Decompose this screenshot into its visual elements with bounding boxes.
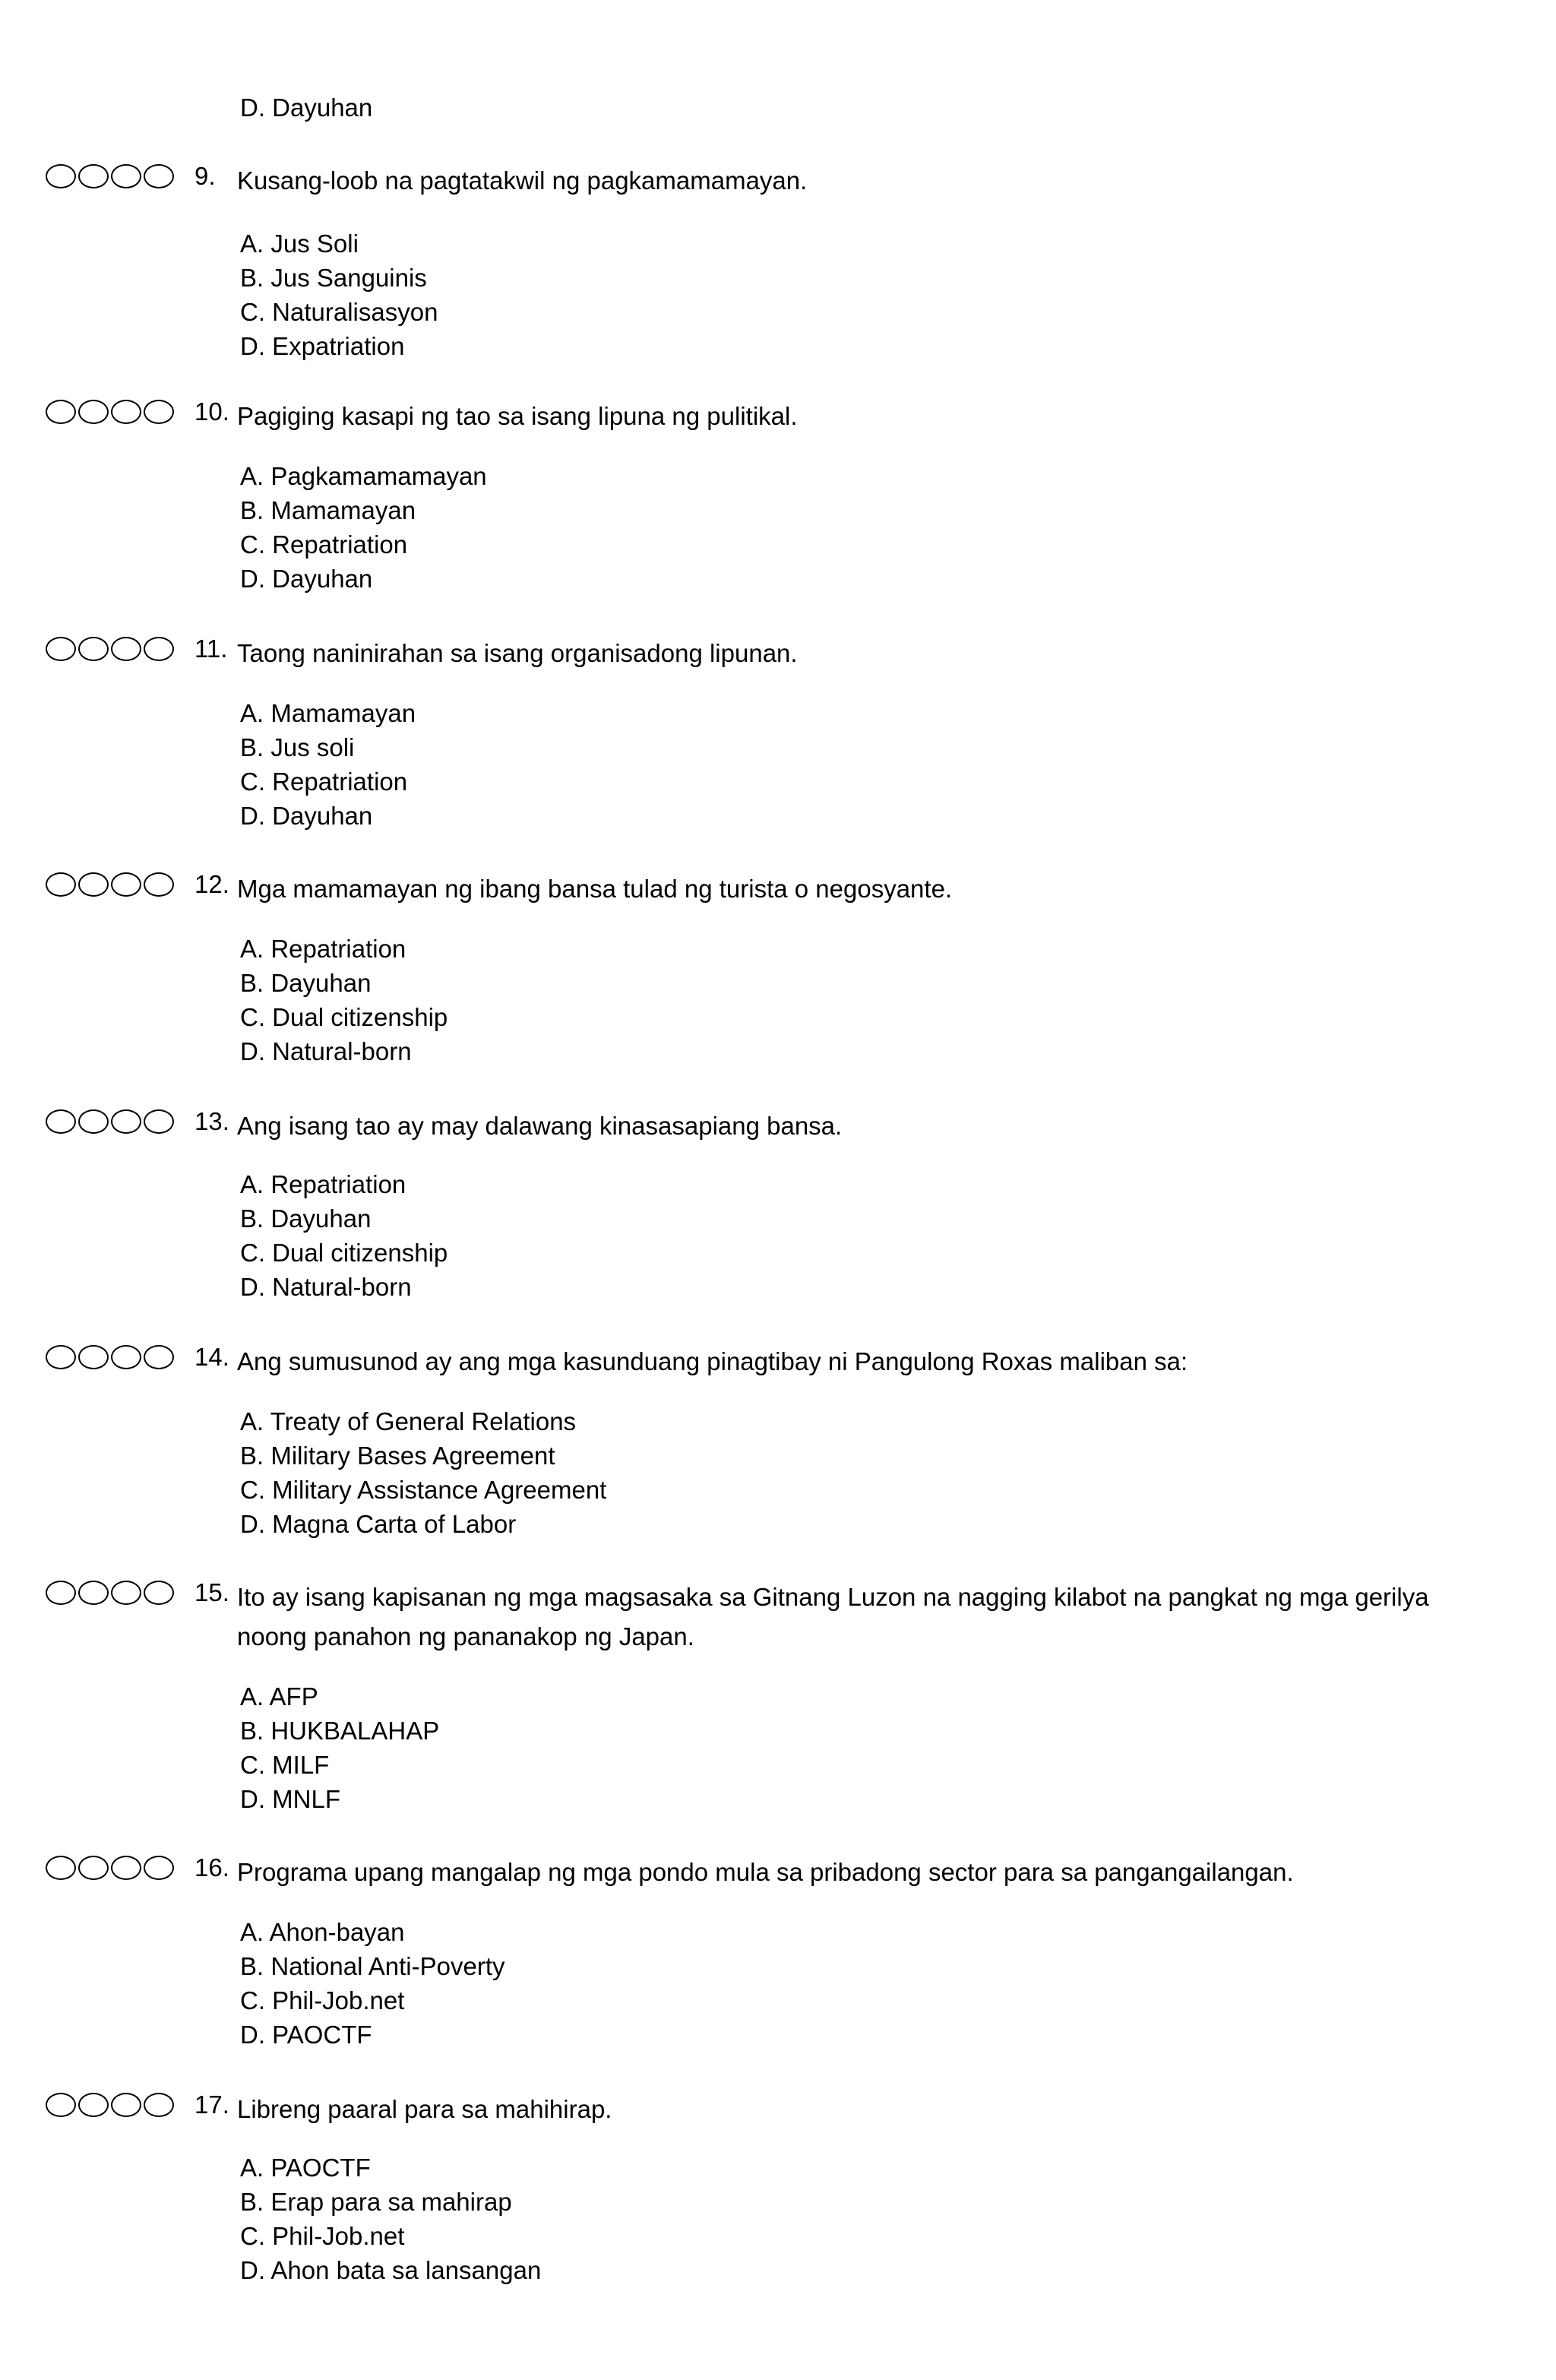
question-number: 11.: [194, 635, 228, 663]
bubble-b[interactable]: [78, 1109, 109, 1134]
bubble-b[interactable]: [78, 2093, 109, 2117]
bubble-b[interactable]: [78, 637, 109, 661]
bubble-b[interactable]: [78, 1581, 109, 1605]
answer-bubbles: [46, 1856, 176, 1883]
choice-b: B. Dayuhan: [240, 1204, 372, 1233]
choice-a: A. Ahon-bayan: [240, 1918, 405, 1946]
question-text: Ito ay isang kapisanan ng mga magsasaka sa Gitnang Luzon na nagging kilabot na pangkat ng mga gerilya noong panahon ng pananakop ng Japan.: [237, 1583, 1429, 1650]
bubble-d[interactable]: [144, 2093, 174, 2117]
choice-c: C. Repatriation: [240, 530, 408, 559]
question-row: [0, 1103, 1556, 1140]
choice-list: [240, 696, 416, 833]
answer-bubbles: [46, 872, 176, 900]
answer-bubbles: [46, 400, 176, 427]
bubble-a[interactable]: [46, 164, 76, 188]
bubble-c[interactable]: [111, 2093, 141, 2117]
choice-d: D. PAOCTF: [240, 2021, 372, 2049]
bubble-b[interactable]: [78, 872, 109, 897]
choice-b: B. National Anti-Poverty: [240, 1952, 505, 1980]
choice-a: A. Treaty of General Relations: [240, 1407, 577, 1435]
question-row: [0, 2087, 1556, 2123]
choice-list: [240, 459, 487, 596]
bubble-b[interactable]: [78, 1345, 109, 1369]
choice-a: A. AFP: [240, 1682, 318, 1711]
question-row: [0, 866, 1556, 903]
question-text: Libreng paaral para sa mahihirap.: [237, 2095, 612, 2123]
choice-d: D. Expatriation: [240, 332, 405, 360]
choice-a: A. Repatriation: [240, 1170, 406, 1198]
answer-bubbles: [46, 1109, 176, 1137]
choice-list: [240, 2151, 541, 2287]
choice-c: C. Dual citizenship: [240, 1003, 448, 1031]
choice-d: D. Ahon bata sa lansangan: [240, 2256, 542, 2284]
choice-b: B. Military Bases Agreement: [240, 1442, 555, 1470]
bubble-c[interactable]: [111, 400, 141, 424]
choice-a: A. Jus Soli: [240, 229, 359, 258]
question-number: 9.: [194, 162, 216, 190]
question-row: [0, 394, 1556, 430]
choice-c: C. Repatriation: [240, 767, 408, 796]
question-text: Mga mamamayan ng ibang bansa tulad ng turista o negosyante.: [237, 875, 953, 903]
bubble-c[interactable]: [111, 1581, 141, 1605]
bubble-c[interactable]: [111, 1345, 141, 1369]
answer-bubbles: [46, 1345, 176, 1372]
bubble-b[interactable]: [78, 1856, 109, 1880]
bubble-c[interactable]: [111, 1856, 141, 1880]
choice-d: D. Magna Carta of Labor: [240, 1510, 517, 1538]
question-row: [0, 1850, 1556, 1886]
choice-b: B. Erap para sa mahirap: [240, 2188, 512, 2216]
choice-list: [240, 1167, 448, 1304]
bubble-d[interactable]: [144, 1345, 174, 1369]
question-row: [0, 1339, 1556, 1375]
question-number: 14.: [194, 1343, 229, 1371]
choice-a: A. PAOCTF: [240, 2154, 371, 2182]
question-number: 17.: [194, 2090, 229, 2119]
choice-c: C. Phil-Job.net: [240, 2222, 405, 2250]
choice-b: B. Jus Sanguinis: [240, 264, 427, 292]
bubble-c[interactable]: [111, 1109, 141, 1134]
bubble-a[interactable]: [46, 2093, 76, 2117]
choice-c: C. Dual citizenship: [240, 1239, 448, 1267]
bubble-d[interactable]: [144, 1856, 174, 1880]
question-number: 16.: [194, 1853, 229, 1882]
choice-b: B. Mamamayan: [240, 496, 416, 524]
question-number: 12.: [194, 870, 229, 898]
question-text: Ang isang tao ay may dalawang kinasasapiang bansa.: [237, 1112, 843, 1140]
choice-c: C. Phil-Job.net: [240, 1986, 405, 2014]
question-row: [0, 158, 1556, 195]
bubble-c[interactable]: [111, 164, 141, 188]
bubble-b[interactable]: [78, 164, 109, 188]
choice-b: B. HUKBALAHAP: [240, 1717, 440, 1745]
answer-bubbles: [46, 164, 176, 191]
choice-list: [240, 1679, 439, 1816]
question-number: 13.: [194, 1107, 229, 1135]
bubble-d[interactable]: [144, 1581, 174, 1605]
choice-list: [240, 932, 448, 1068]
bubble-a[interactable]: [46, 1345, 76, 1369]
answer-bubbles: [46, 1581, 176, 1608]
answer-bubbles: [46, 637, 176, 664]
choice-list: [240, 1404, 606, 1541]
choice-a: A. Pagkamamamayan: [240, 462, 487, 490]
bubble-a[interactable]: [46, 637, 76, 661]
bubble-c[interactable]: [111, 872, 141, 897]
choice-d-previous-question: D. Dayuhan: [240, 93, 373, 122]
bubble-a[interactable]: [46, 1856, 76, 1880]
bubble-b[interactable]: [78, 400, 109, 424]
bubble-d[interactable]: [144, 1109, 174, 1134]
choice-d: D. Natural-born: [240, 1037, 412, 1065]
bubble-d[interactable]: [144, 400, 174, 424]
choice-list: [240, 226, 438, 363]
question-number: 15.: [194, 1578, 229, 1606]
choice-b: B. Jus soli: [240, 733, 355, 761]
question-text: Programa upang mangalap ng mga pondo mula sa pribadong sector para sa pangangailangan.: [237, 1858, 1294, 1886]
bubble-d[interactable]: [144, 872, 174, 897]
question-row: [0, 631, 1556, 667]
choice-c: C. Military Assistance Agreement: [240, 1476, 607, 1504]
choice-d: D. MNLF: [240, 1785, 340, 1813]
question-text: Pagiging kasapi ng tao sa isang lipuna ng pulitikal.: [237, 402, 798, 430]
choice-c: C. MILF: [240, 1751, 330, 1779]
bubble-a[interactable]: [46, 400, 76, 424]
question-text: Ang sumusunod ay ang mga kasunduang pinagtibay ni Pangulong Roxas maliban sa:: [237, 1347, 1188, 1375]
choice-d: D. Dayuhan: [240, 802, 373, 830]
choice-list: [240, 1915, 505, 2052]
choice-d: D. Natural-born: [240, 1273, 412, 1301]
question-text: Kusang-loob na pagtatakwil ng pagkamamamayan.: [237, 166, 808, 195]
bubble-c[interactable]: [111, 637, 141, 661]
question-number: 10.: [194, 397, 229, 426]
choice-a: A. Mamamayan: [240, 699, 416, 727]
choice-a: A. Repatriation: [240, 935, 406, 963]
bubble-a[interactable]: [46, 1581, 76, 1605]
bubble-d[interactable]: [144, 637, 174, 661]
choice-d: D. Dayuhan: [240, 565, 373, 593]
bubble-d[interactable]: [144, 164, 174, 188]
answer-bubbles: [46, 2093, 176, 2120]
question-row: [0, 1575, 1556, 1650]
choice-b: B. Dayuhan: [240, 969, 372, 997]
question-text: Taong naninirahan sa isang organisadong lipunan.: [237, 639, 798, 667]
choice-c: C. Naturalisasyon: [240, 298, 438, 326]
bubble-a[interactable]: [46, 872, 76, 897]
bubble-a[interactable]: [46, 1109, 76, 1134]
